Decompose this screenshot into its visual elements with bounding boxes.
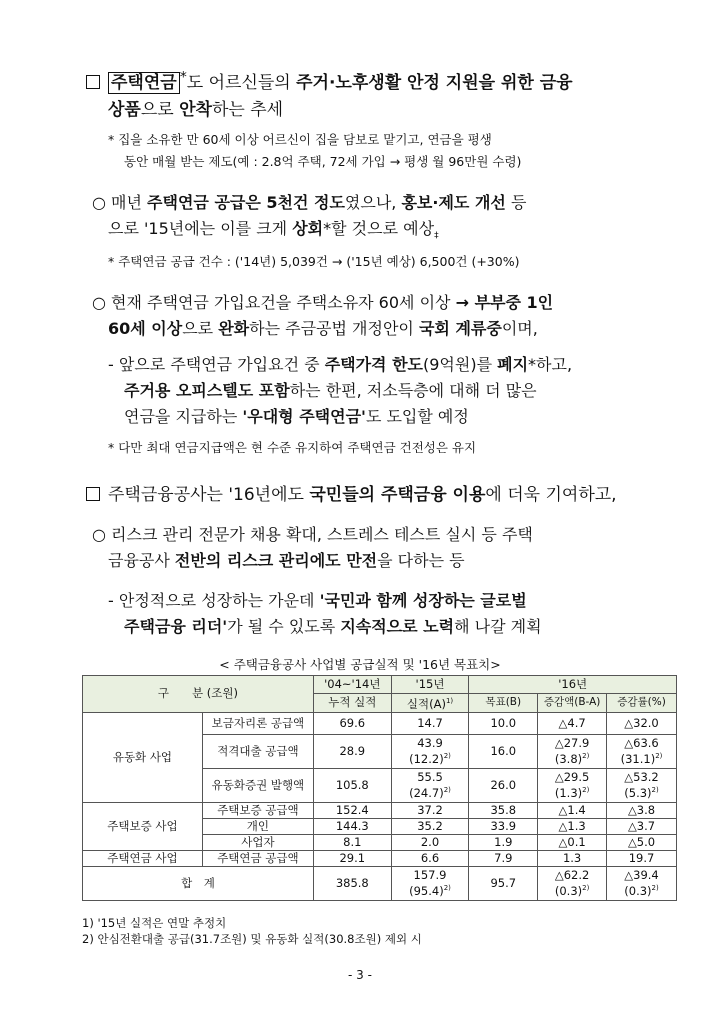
- section-heading-1-cont: 상품으로 안착하는 추세: [108, 100, 284, 120]
- row-label: 사업자: [202, 834, 313, 850]
- header-change-amount: 증감액(B-A): [538, 694, 607, 713]
- cell: △27.9 $(3.8)^{2)}$: [538, 734, 607, 768]
- cell: 95.7: [469, 866, 538, 900]
- header-2015: '15년: [391, 676, 469, 694]
- boxed-term: 주택연금: [108, 72, 180, 94]
- cell: 105.8: [313, 768, 391, 802]
- cell: △53.2 $(5.3)^{2)}$: [607, 768, 677, 802]
- cell: △3.8: [607, 802, 677, 818]
- section-heading-2: 주택금융공사는 '16년에도 국민들의 주택금융 이용에 더욱 기여하고,: [86, 480, 617, 505]
- total-label: 합 계: [83, 866, 314, 900]
- dash-1-line2: 주거용 오피스텔도 포함하는 한편, 저소득층에 대해 더 많은: [124, 381, 537, 400]
- cell: 19.7: [607, 850, 677, 866]
- cell: △63.6 $(31.1)^{2)}$: [607, 734, 677, 768]
- cell: △1.3: [538, 818, 607, 834]
- header-cumulative-period: '04~'14년: [313, 676, 391, 694]
- group-label: 유동화 사업: [83, 712, 203, 802]
- cell: 2.0: [391, 834, 469, 850]
- row-label: 개인: [202, 818, 313, 834]
- table-header-row-1: [83, 676, 677, 694]
- cell: 28.9: [313, 734, 391, 768]
- bullet-1-line1: ○ 매년 주택연금 공급은 5천건 정도였으나, 홍보·제도 개선 등: [92, 193, 527, 212]
- dash-2-line2: 주택금융 리더'가 될 수 있도록 지속적으로 노력해 나갈 계획: [124, 617, 542, 636]
- cell: 37.2: [391, 802, 469, 818]
- dash-2-line1: - 안정적으로 성장하는 가운데 '국민과 함께 성장하는 글로벌: [108, 591, 527, 610]
- header-target: 목표(B): [469, 694, 538, 713]
- table-total-row: [83, 866, 677, 900]
- note-1-line1: * 집을 소유한 만 60세 이상 어르신이 집을 담보로 맡기고, 연금을 평생: [108, 132, 492, 147]
- cell: 43.9 $(12.2)^{2)}$: [391, 734, 469, 768]
- cell: 55.5 $(24.7)^{2)}$: [391, 768, 469, 802]
- cell: 7.9: [469, 850, 538, 866]
- checkbox-square-icon: [86, 75, 100, 89]
- header-cumulative: 누적 실적: [313, 694, 391, 713]
- note-2: * 주택연금 공급 건수 : ('14년) 5,039건 → ('15년 예상) 6,500건 (+30%): [108, 254, 520, 269]
- bullet-1-line2: 으로 '15년에는 이를 크게 상회*할 것으로 예상$_\ddagger$: [108, 219, 439, 242]
- cell: 6.6: [391, 850, 469, 866]
- cell: △1.4: [538, 802, 607, 818]
- footnote-2: 2) 안심전환대출 공급(31.7조원) 및 유동화 실적(30.8조원) 제외 시: [82, 932, 422, 946]
- cell: 152.4: [313, 802, 391, 818]
- cell: △3.7: [607, 818, 677, 834]
- cell: 8.1: [313, 834, 391, 850]
- cell: 1.3: [538, 850, 607, 866]
- row-label: 보금자리론 공급액: [202, 712, 313, 734]
- cell: 69.6: [313, 712, 391, 734]
- cell: △39.4 $(0.3)^{2)}$: [607, 866, 677, 900]
- header-actual: 실적$(A)^{1)}$: [391, 694, 469, 713]
- header-2016: '16년: [469, 676, 677, 694]
- cell: 35.8: [469, 802, 538, 818]
- cell: △62.2 $(0.3)^{2)}$: [538, 866, 607, 900]
- cell: 35.2: [391, 818, 469, 834]
- cell: 16.0: [469, 734, 538, 768]
- cell: △0.1: [538, 834, 607, 850]
- cell: 157.9 $(95.4)^{2)}$: [391, 866, 469, 900]
- cell: △5.0: [607, 834, 677, 850]
- note-1-line2: 동안 매월 받는 제도(예 : 2.8억 주택, 72세 가입 → 평생 월 96만원 수령): [124, 154, 522, 169]
- cell: △4.7: [538, 712, 607, 734]
- cell: 144.3: [313, 818, 391, 834]
- table-caption: < 주택금융공사 사업별 공급실적 및 '16년 목표치>: [219, 657, 501, 672]
- bullet-2-line1: ○ 현재 주택연금 가입요건을 주택소유자 60세 이상 → 부부중 1인: [92, 293, 554, 312]
- dash-1-line3: 연금을 지급하는 '우대형 주택연금'도 도입할 예정: [124, 407, 469, 426]
- page-number: - 3 -: [348, 968, 372, 982]
- cell: 1.9: [469, 834, 538, 850]
- header-category: 구 분 (조원): [83, 676, 314, 713]
- cell: 33.9: [469, 818, 538, 834]
- bullet-2-line2: 60세 이상으로 완화하는 주금공법 개정안이 국회 계류중이며,: [108, 319, 538, 338]
- row-label: 적격대출 공급액: [202, 734, 313, 768]
- cell: 26.0: [469, 768, 538, 802]
- bullet-3-line1: ○ 리스크 관리 전문가 채용 확대, 스트레스 테스트 실시 등 주택: [92, 525, 533, 544]
- footnote-1: 1) '15년 실적은 연말 추정치: [82, 916, 227, 930]
- checkbox-square-icon: [86, 487, 100, 501]
- table-row: [83, 850, 677, 866]
- row-label: 주택보증 공급액: [202, 802, 313, 818]
- supply-table: [82, 675, 677, 901]
- bullet-3-line2: 금융공사 전반의 리스크 관리에도 만전을 다하는 등: [108, 551, 465, 570]
- group-label: 주택연금 사업: [83, 850, 203, 866]
- note-3: * 다만 최대 연금지급액은 현 수준 유지하여 주택연금 건전성은 유지: [108, 440, 477, 455]
- table-row: [83, 802, 677, 818]
- group-label: 주택보증 사업: [83, 802, 203, 850]
- cell: 385.8: [313, 866, 391, 900]
- cell: 10.0: [469, 712, 538, 734]
- dash-1-line1: - 앞으로 주택연금 가입요건 중 주택가격 한도(9억원)를 폐지*하고,: [108, 355, 573, 374]
- header-change-rate: 증감률(%): [607, 694, 677, 713]
- table-row: [83, 712, 677, 734]
- row-label: 유동화증권 발행액: [202, 768, 313, 802]
- cell: 14.7: [391, 712, 469, 734]
- section-heading-1: 주택연금 *도 어르신들의 주거·노후생활 안정 지원을 위한 금융: [86, 68, 573, 93]
- cell: 29.1: [313, 850, 391, 866]
- cell: △29.5 $(1.3)^{2)}$: [538, 768, 607, 802]
- cell: △32.0: [607, 712, 677, 734]
- row-label: 주택연금 공급액: [202, 850, 313, 866]
